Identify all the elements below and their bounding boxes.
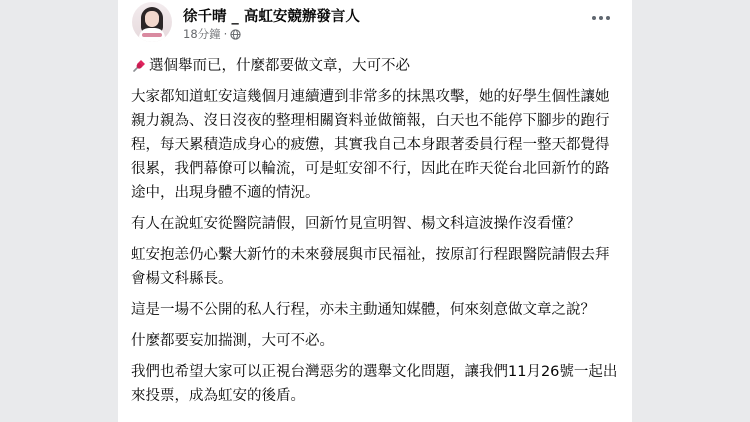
post-headline xyxy=(131,54,623,78)
post-meta xyxy=(183,26,241,42)
meta-separator: · xyxy=(223,27,228,41)
author-avatar[interactable] xyxy=(132,2,172,42)
more-dot xyxy=(599,16,603,20)
more-dot xyxy=(592,16,596,20)
post-paragraph: 虹安抱恙仍心繫大新竹的未來發展與市民福祉，按原訂行程跟醫院請假去拜會楊文科縣長。 xyxy=(131,247,610,287)
post-paragraph: 有人在說虹安從醫院請假，回新竹見宣明智、楊文科這波操作沒看懂？ xyxy=(131,216,581,232)
post-timestamp[interactable]: 18分鐘 xyxy=(183,27,221,41)
post-paragraph: 什麼都要妄加揣測，大可不必。 xyxy=(131,333,334,349)
more-dot xyxy=(606,16,610,20)
post-paragraph: 這是一場不公開的私人行程，亦未主動通知媒體，何來刻意做文章之說？ xyxy=(131,302,595,318)
avatar-face xyxy=(145,11,159,27)
facebook-post-card xyxy=(118,0,632,422)
post-body xyxy=(131,54,623,415)
post-paragraph: 大家都知道虹安這幾個月連續遭到非常多的抹黑攻擊，她的好學生個性讓她親力親為、沒日沒夜的整理相關資料並做簡報，白天也不能停下腳步的跑行程，每天累積造成身心的疲憊，其實我自己本身跟著委員行程一整天都覺得很累，我們幕僚可以輪流，可是虹安卻不行，因此在昨天從台北回新竹的路途中，出現身體不適的情況。 xyxy=(131,89,610,201)
pushpin-icon xyxy=(131,58,147,74)
author-name-link[interactable]: 徐千晴 _ 高虹安競辦發言人 xyxy=(183,9,360,25)
globe-icon[interactable] xyxy=(230,29,241,40)
post-paragraph: 我們也希望大家可以正視台灣惡劣的選舉文化問題，讓我們11月26號一起出來投票，成為虹安的後盾。 xyxy=(131,364,618,404)
avatar-name-tag xyxy=(142,33,162,37)
headline-text: 選個舉而已，什麼都要做文章，大可不必 xyxy=(149,58,410,74)
more-options-icon[interactable] xyxy=(589,8,613,28)
